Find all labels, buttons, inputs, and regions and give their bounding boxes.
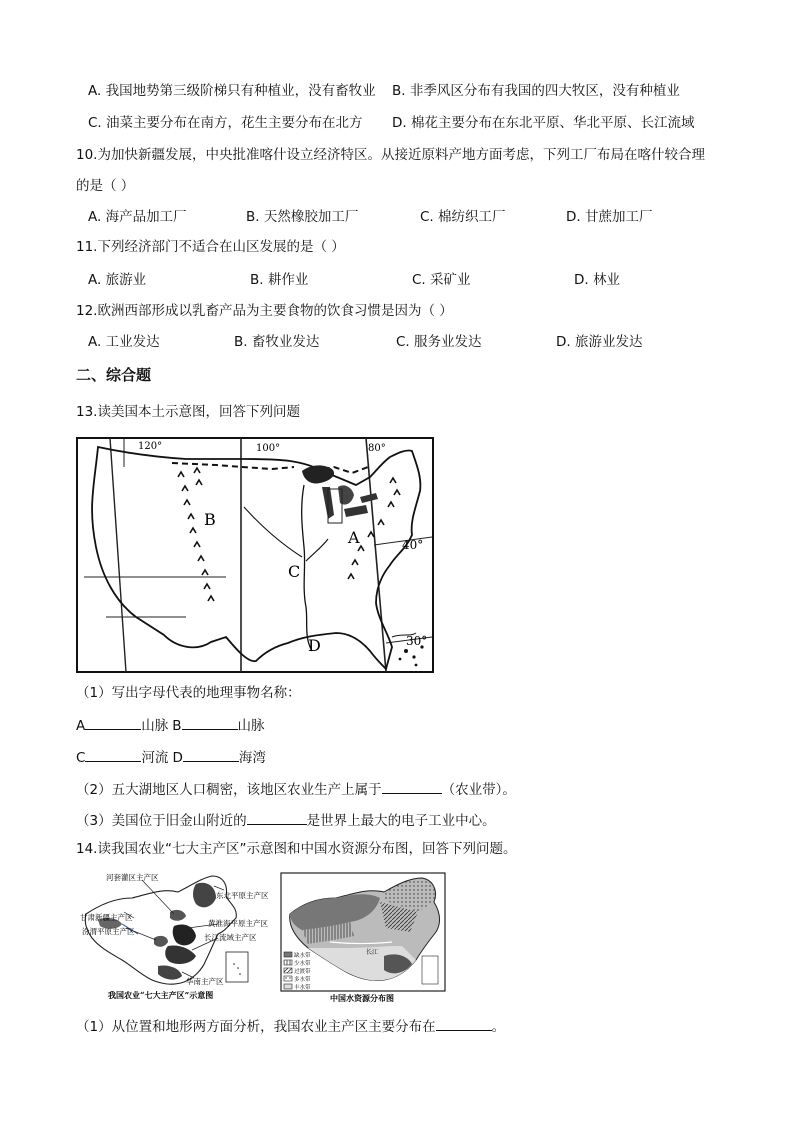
q13-a-blank[interactable] [85, 715, 141, 730]
map-label-lon-120: 120° [138, 441, 163, 452]
q13-sub1: （1）写出字母代表的地理事物名称： [76, 685, 301, 701]
legend-label-5: 丰水带 [294, 985, 311, 991]
map-label-lat-30: 30° [406, 634, 428, 648]
q11-stem: 11.下列经济部门不适合在山区发展的是（ ） [76, 239, 345, 255]
map-label-lon-80: 80° [368, 443, 386, 454]
legend-label-1: 缺水带 [294, 953, 311, 959]
map-label-lat-40: 40° [402, 538, 424, 552]
q11-option-c: C. 采矿业 [412, 272, 471, 288]
q9-option-a: A. 我国地势第三级阶梯只有种植业，没有畜牧业 [88, 83, 376, 99]
q13-b-prefix: B [172, 718, 182, 734]
q13-sub3 [76, 810, 496, 830]
q11-option-a: A. 旅游业 [88, 272, 147, 288]
q13-b-blank[interactable] [182, 715, 238, 730]
legend-label-2: 少水带 [294, 961, 311, 967]
region-label-changjiang: 长江流域主产区 [204, 933, 257, 942]
q12-option-d: D. 旅游业发达 [556, 334, 643, 350]
q11-option-b: B. 耕作业 [250, 272, 309, 288]
usa-map [76, 437, 434, 673]
q13-d-blank[interactable] [183, 747, 239, 762]
agri-regions-map [78, 868, 274, 1004]
region-label-gansu-xinjiang: 甘肃新疆主产区 [80, 913, 133, 922]
q13-d-suffix: 海湾 [238, 750, 266, 766]
q10-option-c: C. 棉纺织工厂 [420, 209, 506, 225]
q13-sub2-tail: （农业带）。 [441, 782, 516, 798]
region-label-huanghuaihai: 黄淮海平原主产区 [208, 919, 268, 928]
river-label-changjiang: 长江 [366, 949, 379, 956]
q13-sub3-blank[interactable] [247, 810, 307, 825]
q13-sub2-blank[interactable] [382, 779, 442, 794]
legend-label-4: 多水带 [294, 977, 311, 983]
q13-d-prefix: D [172, 750, 183, 766]
section-title: 二、综合题 [76, 366, 152, 384]
region-label-fenwei: 汾渭平原主产区 [82, 927, 135, 936]
map-label-a: A [348, 528, 360, 547]
q14-stem: 14.读我国农业“七大主产区”示意图和中国水资源分布图，回答下列问题。 [76, 841, 517, 857]
region-label-dongbei: 东北平原主产区 [216, 891, 269, 900]
q13-c-prefix: C [76, 750, 86, 766]
q12-option-a: A. 工业发达 [88, 334, 160, 350]
q13-c-suffix: 河流 [141, 750, 169, 766]
q11-option-d: D. 林业 [574, 272, 620, 288]
q13-b-suffix: 山脉 [237, 718, 265, 734]
map-label-b: B [204, 510, 216, 529]
q14-sub1-text: （1）从位置和地形两方面分析，我国农业主产区主要分布在 [76, 1019, 436, 1035]
q13-sub2 [76, 779, 516, 799]
map-label-lon-100: 100° [256, 443, 281, 454]
q13-a-prefix: A [76, 718, 86, 734]
q9-option-b: B. 非季风区分布有我国的四大牧区，没有种植业 [392, 83, 680, 99]
q13-sub2-text: （2）五大湖地区人口稠密，该地区农业生产上属于 [76, 782, 382, 798]
q13-stem: 13.读美国本土示意图，回答下列问题 [76, 404, 300, 420]
fig2-caption: 中国水资源分布图 [330, 993, 394, 1003]
water-resources-map [280, 872, 446, 1004]
q14-sub1-blank[interactable] [436, 1016, 492, 1031]
q13-c-blank[interactable] [85, 747, 141, 762]
q9-option-c: C. 油菜主要分布在南方，花生主要分布在北方 [88, 115, 363, 131]
q10-option-a: A. 海产品加工厂 [88, 209, 187, 225]
map-label-c: C [288, 562, 301, 581]
q12-option-b: B. 畜牧业发达 [234, 334, 320, 350]
q12-stem: 12.欧洲西部形成以乳畜产品为主要食物的饮食习惯是因为（ ） [76, 303, 453, 319]
map-label-d: D [308, 636, 321, 655]
fig1-caption: 我国农业“七大主产区”示意图 [108, 990, 214, 1000]
q13-sub3-text: （3）美国位于旧金山附近的 [76, 813, 247, 829]
q10-stem-line1: 10.为加快新疆发展，中央批准喀什设立经济特区。从接近原料产地方面考虑，下列工厂布局在喀什较合理 [76, 147, 705, 163]
region-label-huanan: 华南主产区 [186, 977, 224, 986]
q13-answer-row-cd [76, 747, 266, 767]
q13-answer-row-ab [76, 715, 265, 735]
q10-stem-line2: 的是（ ） [76, 178, 135, 194]
legend-label-3: 过渡带 [294, 969, 311, 975]
q12-option-c: C. 服务业发达 [396, 334, 482, 350]
q10-option-d: D. 甘蔗加工厂 [566, 209, 653, 225]
q9-option-d: D. 棉花主要分布在东北平原、华北平原、长江流域 [392, 115, 695, 131]
region-label-hetao: 河套灌区主产区 [106, 873, 159, 882]
q13-a-suffix: 山脉 [141, 718, 169, 734]
q10-option-b: B. 天然橡胶加工厂 [246, 209, 359, 225]
q14-sub1-tail: 。 [491, 1019, 506, 1035]
q14-sub1 [76, 1016, 505, 1036]
q13-sub3-tail: 是世界上最大的电子工业中心。 [306, 813, 496, 829]
